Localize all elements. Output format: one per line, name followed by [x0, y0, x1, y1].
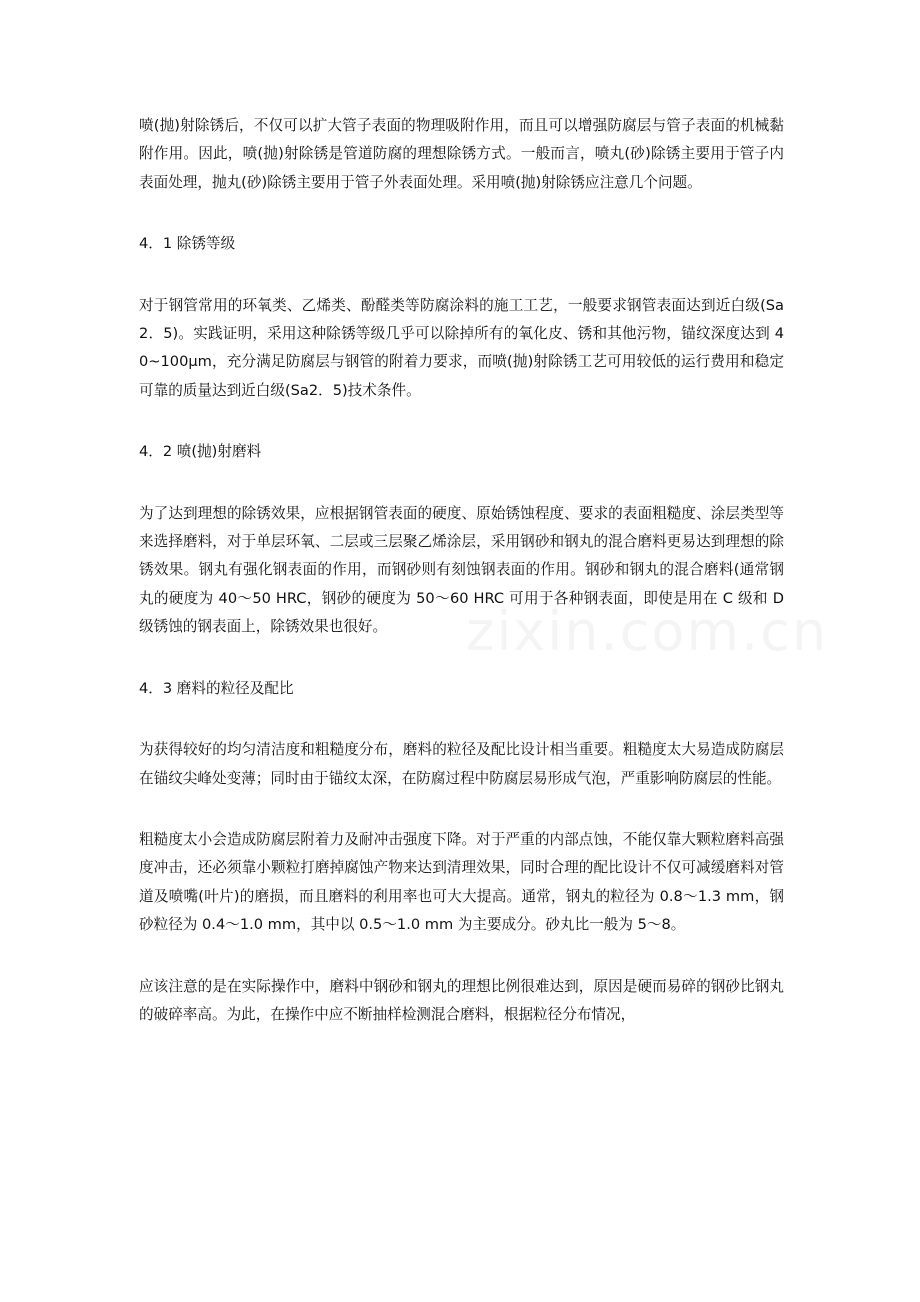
- heading-4-3: 4．3 磨料的粒径及配比: [139, 679, 294, 697]
- paragraph-operation-note: 应该注意的是在实际操作中，磨料中钢砂和钢丸的理想比例很难达到，原因是硬而易碎的钢砂比钢丸的破碎率高。为此，在操作中应不断抽样检测混合磨料，根据粒径分布情况，: [139, 977, 784, 1023]
- paragraph-abrasive: 为了达到理想的除锈效果，应根据钢管表面的硬度、原始锈蚀程度、要求的表面粗糙度、涂层类型等来选择磨料，对于单层环氧、二层或三层聚乙烯涂层，采用钢砂和钢丸的混合磨料更易达到理想的除锈效果。钢丸有强化钢表面的作用，而钢砂则有刻蚀钢表面的作用。钢砂和钢丸的混合磨料(通常钢丸的硬度为 40～50 HRC，钢砂的硬度为 50～60 HRC 可用于各种钢表面，即使是用在 C 级和 D 级锈蚀的钢表面上，除锈效果也很好。: [139, 504, 784, 636]
- heading-4-1: 4．1 除锈等级: [139, 235, 236, 253]
- paragraph-particle-size: 为获得较好的均匀清洁度和粗糙度分布，磨料的粒径及配比设计相当重要。粗糙度太大易造成防腐层在锚纹尖峰处变薄；同时由于锚纹太深，在防腐过程中防腐层易形成气泡，严重影响防腐层的性能。: [139, 741, 784, 787]
- paragraph-rust-grade: 对于钢管常用的环氧类、乙烯类、酚醛类等防腐涂料的施工工艺，一般要求钢管表面达到近白级(Sa2．5)。实践证明，采用这种除锈等级几乎可以除掉所有的氧化皮、锈和其他污物，锚纹深度达到 40~100μm，充分满足防腐层与钢管的附着力要求，而喷(抛)射除锈工艺可用较低的运行费用和稳定可靠的质量达到近白级(Sa2．5)技术条件。: [139, 296, 784, 399]
- document-body: [139, 112, 784, 1029]
- heading-4-2: 4．2 喷(抛)射磨料: [139, 443, 262, 461]
- paragraph-roughness: 粗糙度太小会造成防腐层附着力及耐冲击强度下降。对于严重的内部点蚀，不能仅靠大颗粒磨料高强度冲击，还必须靠小颗粒打磨掉腐蚀产物来达到清理效果，同时合理的配比设计不仅可减缓磨料对管道及喷嘴(叶片)的磨损，而且磨料的利用率也可大大提高。通常，钢丸的粒径为 0.8～1.3 mm，钢砂粒径为 0.4～1.0 mm，其中以 0.5～1.0 mm 为主要成分。砂丸比一般为 5～8。: [139, 830, 784, 934]
- paragraph-intro: 喷(抛)射除锈后，不仅可以扩大管子表面的物理吸附作用，而且可以增强防腐层与管子表面的机械黏附作用。因此，喷(抛)射除锈是管道防腐的理想除锈方式。一般而言，喷丸(砂)除锈主要用于管子内表面处理，抛丸(砂)除锈主要用于管子外表面处理。采用喷(抛)射除锈应注意几个问题。: [139, 117, 784, 191]
